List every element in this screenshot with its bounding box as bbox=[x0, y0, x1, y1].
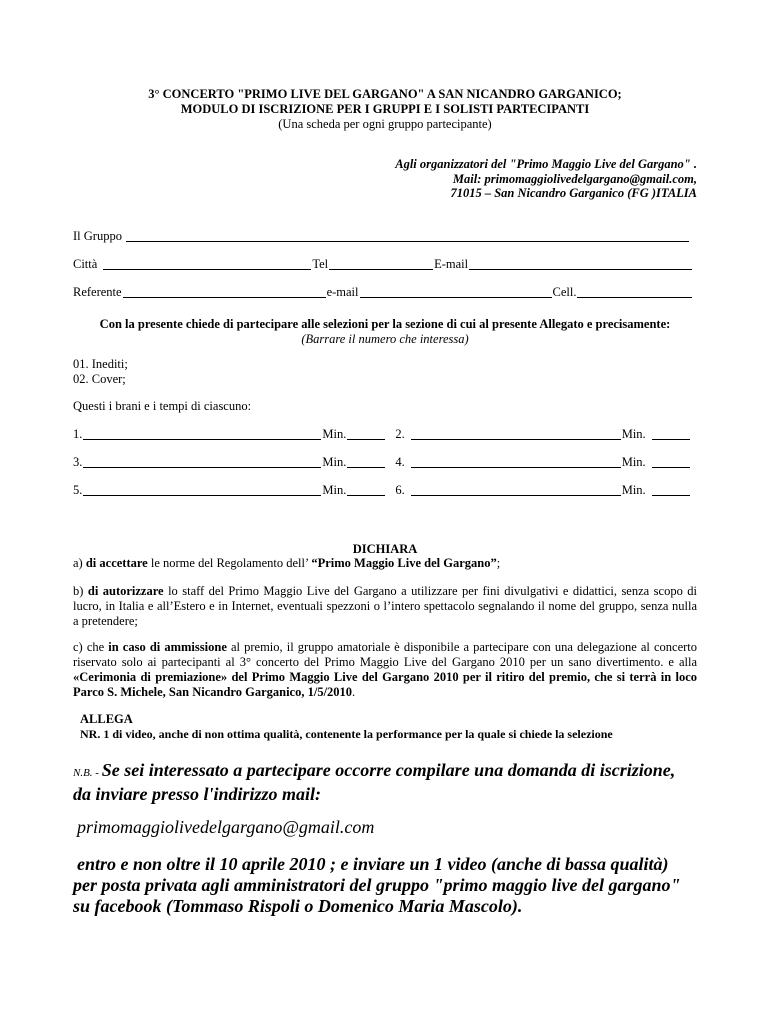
song-title-line[interactable] bbox=[83, 484, 321, 496]
declaration-a-end: ; bbox=[496, 556, 501, 570]
title-line2: MODULO DI ISCRIZIONE PER I GRUPPI E I SOLISTI PARTECIPANTI bbox=[180, 102, 590, 116]
song-title-line[interactable] bbox=[411, 456, 621, 468]
song-min-label: Min. bbox=[621, 427, 646, 441]
title-line1: 3° CONCERTO "PRIMO LIVE DEL GARGANO" A SAN NICANDRO GARGANICO; bbox=[148, 87, 622, 101]
recipient-address bbox=[300, 157, 697, 201]
song-min-line[interactable] bbox=[652, 456, 690, 468]
address-line3: 71015 – San Nicandro Garganico (FG )ITALIA bbox=[450, 186, 697, 200]
declaration-c-prefix: c) che bbox=[73, 640, 109, 654]
form-title bbox=[0, 87, 770, 132]
song-number: 2. bbox=[395, 427, 405, 441]
note-prefix: N.B. - bbox=[73, 767, 102, 779]
song-min-line[interactable] bbox=[347, 456, 385, 468]
declaration-b-prefix: b) bbox=[73, 584, 88, 598]
declaration-c-end: . bbox=[352, 685, 356, 699]
declaration-c-text: al premio, il gruppo amatoriale è disponibile a partecipare con una delegazione al concerto riservato solo ai partecipanti al 3° concerto del Primo Maggio Live del Gargano 2010 per un sano divertimento. e alla bbox=[73, 640, 698, 669]
cell-label: Cell. bbox=[552, 285, 577, 299]
song-min-label: Min. bbox=[322, 427, 347, 441]
song-number: 4. bbox=[395, 455, 405, 469]
declaration-a-prefix: a) bbox=[73, 556, 86, 570]
selection-intro bbox=[73, 317, 697, 347]
note-deadline-line2: per posta privata agli amministratori del gruppo "primo maggio live del gargano" bbox=[73, 875, 681, 895]
group-field-row bbox=[73, 228, 693, 244]
referent-input-line[interactable] bbox=[123, 285, 326, 298]
song-min-label: Min. bbox=[621, 455, 646, 469]
song-title-line[interactable] bbox=[83, 456, 321, 468]
selection-hint: (Barrare il numero che interessa) bbox=[301, 332, 469, 346]
group-label: Il Gruppo bbox=[73, 229, 122, 243]
song-number: 1. bbox=[73, 427, 83, 441]
address-line2: Mail: primomaggiolivedelgargano@gmail.com, bbox=[452, 171, 697, 186]
song-min-line[interactable] bbox=[652, 428, 690, 440]
city-field-row bbox=[73, 256, 693, 272]
declaration-heading: DICHIARA bbox=[352, 542, 418, 556]
declaration-a-bold: di accettare bbox=[85, 556, 148, 570]
declaration-a-bold2: “Primo Maggio Live del Gargano” bbox=[311, 556, 497, 570]
allega-section bbox=[80, 712, 704, 742]
song-title-line[interactable] bbox=[83, 428, 321, 440]
cell-input-line[interactable] bbox=[577, 285, 692, 298]
address-line1: Agli organizzatori del "Primo Maggio Live del Gargano" . bbox=[395, 157, 697, 171]
referent-email-input-line[interactable] bbox=[360, 285, 552, 298]
songs-table bbox=[73, 426, 693, 510]
song-min-line[interactable] bbox=[347, 484, 385, 496]
group-input-line[interactable] bbox=[126, 229, 689, 242]
songs-row bbox=[73, 426, 693, 442]
city-input-line[interactable] bbox=[103, 257, 311, 270]
tel-input-line[interactable] bbox=[329, 257, 433, 270]
note-deadline-line1: entro e non oltre il 10 aprile 2010 ; e inviare un 1 video (anche di bassa qualità) bbox=[77, 854, 669, 874]
song-min-line[interactable] bbox=[652, 484, 690, 496]
email-input-line[interactable] bbox=[469, 257, 692, 270]
song-min-line[interactable] bbox=[347, 428, 385, 440]
email-label: E-mail bbox=[434, 257, 469, 271]
option-cover[interactable]: 02. Cover; bbox=[73, 372, 126, 386]
song-min-label: Min. bbox=[322, 455, 347, 469]
songs-row bbox=[73, 454, 693, 470]
song-min-label: Min. bbox=[322, 483, 347, 497]
note-block bbox=[73, 760, 713, 805]
song-title-line[interactable] bbox=[411, 484, 621, 496]
declaration-c-bold: in caso di ammissione bbox=[108, 640, 227, 654]
tel-label: Tel bbox=[312, 257, 329, 271]
song-number: 5. bbox=[73, 483, 83, 497]
selection-intro-text: Con la presente chiede di partecipare alle selezioni per la sezione di cui al presente Allegato e precisamente: bbox=[99, 317, 671, 331]
referent-field-row bbox=[73, 284, 693, 300]
city-label: Città bbox=[73, 257, 98, 271]
allega-text: NR. 1 di video, anche di non ottima qualità, contenente la performance per la quale si chiede la selezione bbox=[80, 727, 613, 741]
referent-label: Referente bbox=[73, 285, 122, 299]
note-deadline-line3: su facebook (Tommaso Rispoli o Domenico Maria Mascolo). bbox=[73, 896, 523, 916]
declaration-b-text: lo staff del Primo Maggio Live del Gargano a utilizzare per fini divulgativi e didattici, senza scopo di lucro, in Italia e all’Estero e in Internet, eventuali spezzoni o l’intero spettacolo segnalando il nome del gruppo, senza nulla a pretendere; bbox=[73, 584, 697, 628]
note-line2: da inviare presso l'indirizzo mail: bbox=[73, 784, 322, 804]
option-inediti[interactable]: 01. Inediti; bbox=[73, 357, 128, 371]
song-number: 6. bbox=[395, 483, 405, 497]
declaration-b bbox=[73, 584, 697, 629]
note-line1-text: Se sei interessato a partecipare occorre compilare una domanda di iscrizione, bbox=[101, 760, 676, 780]
allega-heading: ALLEGA bbox=[80, 712, 133, 726]
song-number: 3. bbox=[73, 455, 83, 469]
songs-row bbox=[73, 482, 693, 498]
referent-email-label: e-mail bbox=[326, 285, 359, 299]
declaration-a-text: le norme del Regolamento dell’ bbox=[147, 556, 312, 570]
note-line1 bbox=[73, 760, 713, 784]
declaration-b-bold: di autorizzare bbox=[87, 584, 164, 598]
song-min-label: Min. bbox=[621, 483, 646, 497]
declaration-c-bold2: «Cerimonia di premiazione» del Primo Maggio Live del Gargano 2010 per il ritiro del premio, che si terrà in loco Parco S. Michele, San Nicandro Garganico, 1/5/2010 bbox=[73, 670, 697, 699]
note-deadline-block bbox=[73, 854, 713, 917]
declaration-c bbox=[73, 640, 697, 700]
note-email[interactable]: primomaggiolivedelgargano@gmail.com bbox=[77, 817, 375, 837]
section-options bbox=[73, 357, 697, 387]
song-title-line[interactable] bbox=[411, 428, 621, 440]
songs-intro: Questi i brani e i tempi di ciascuno: bbox=[73, 399, 252, 413]
title-subtitle: (Una scheda per ogni gruppo partecipante) bbox=[278, 117, 492, 131]
declaration-a bbox=[73, 556, 697, 571]
